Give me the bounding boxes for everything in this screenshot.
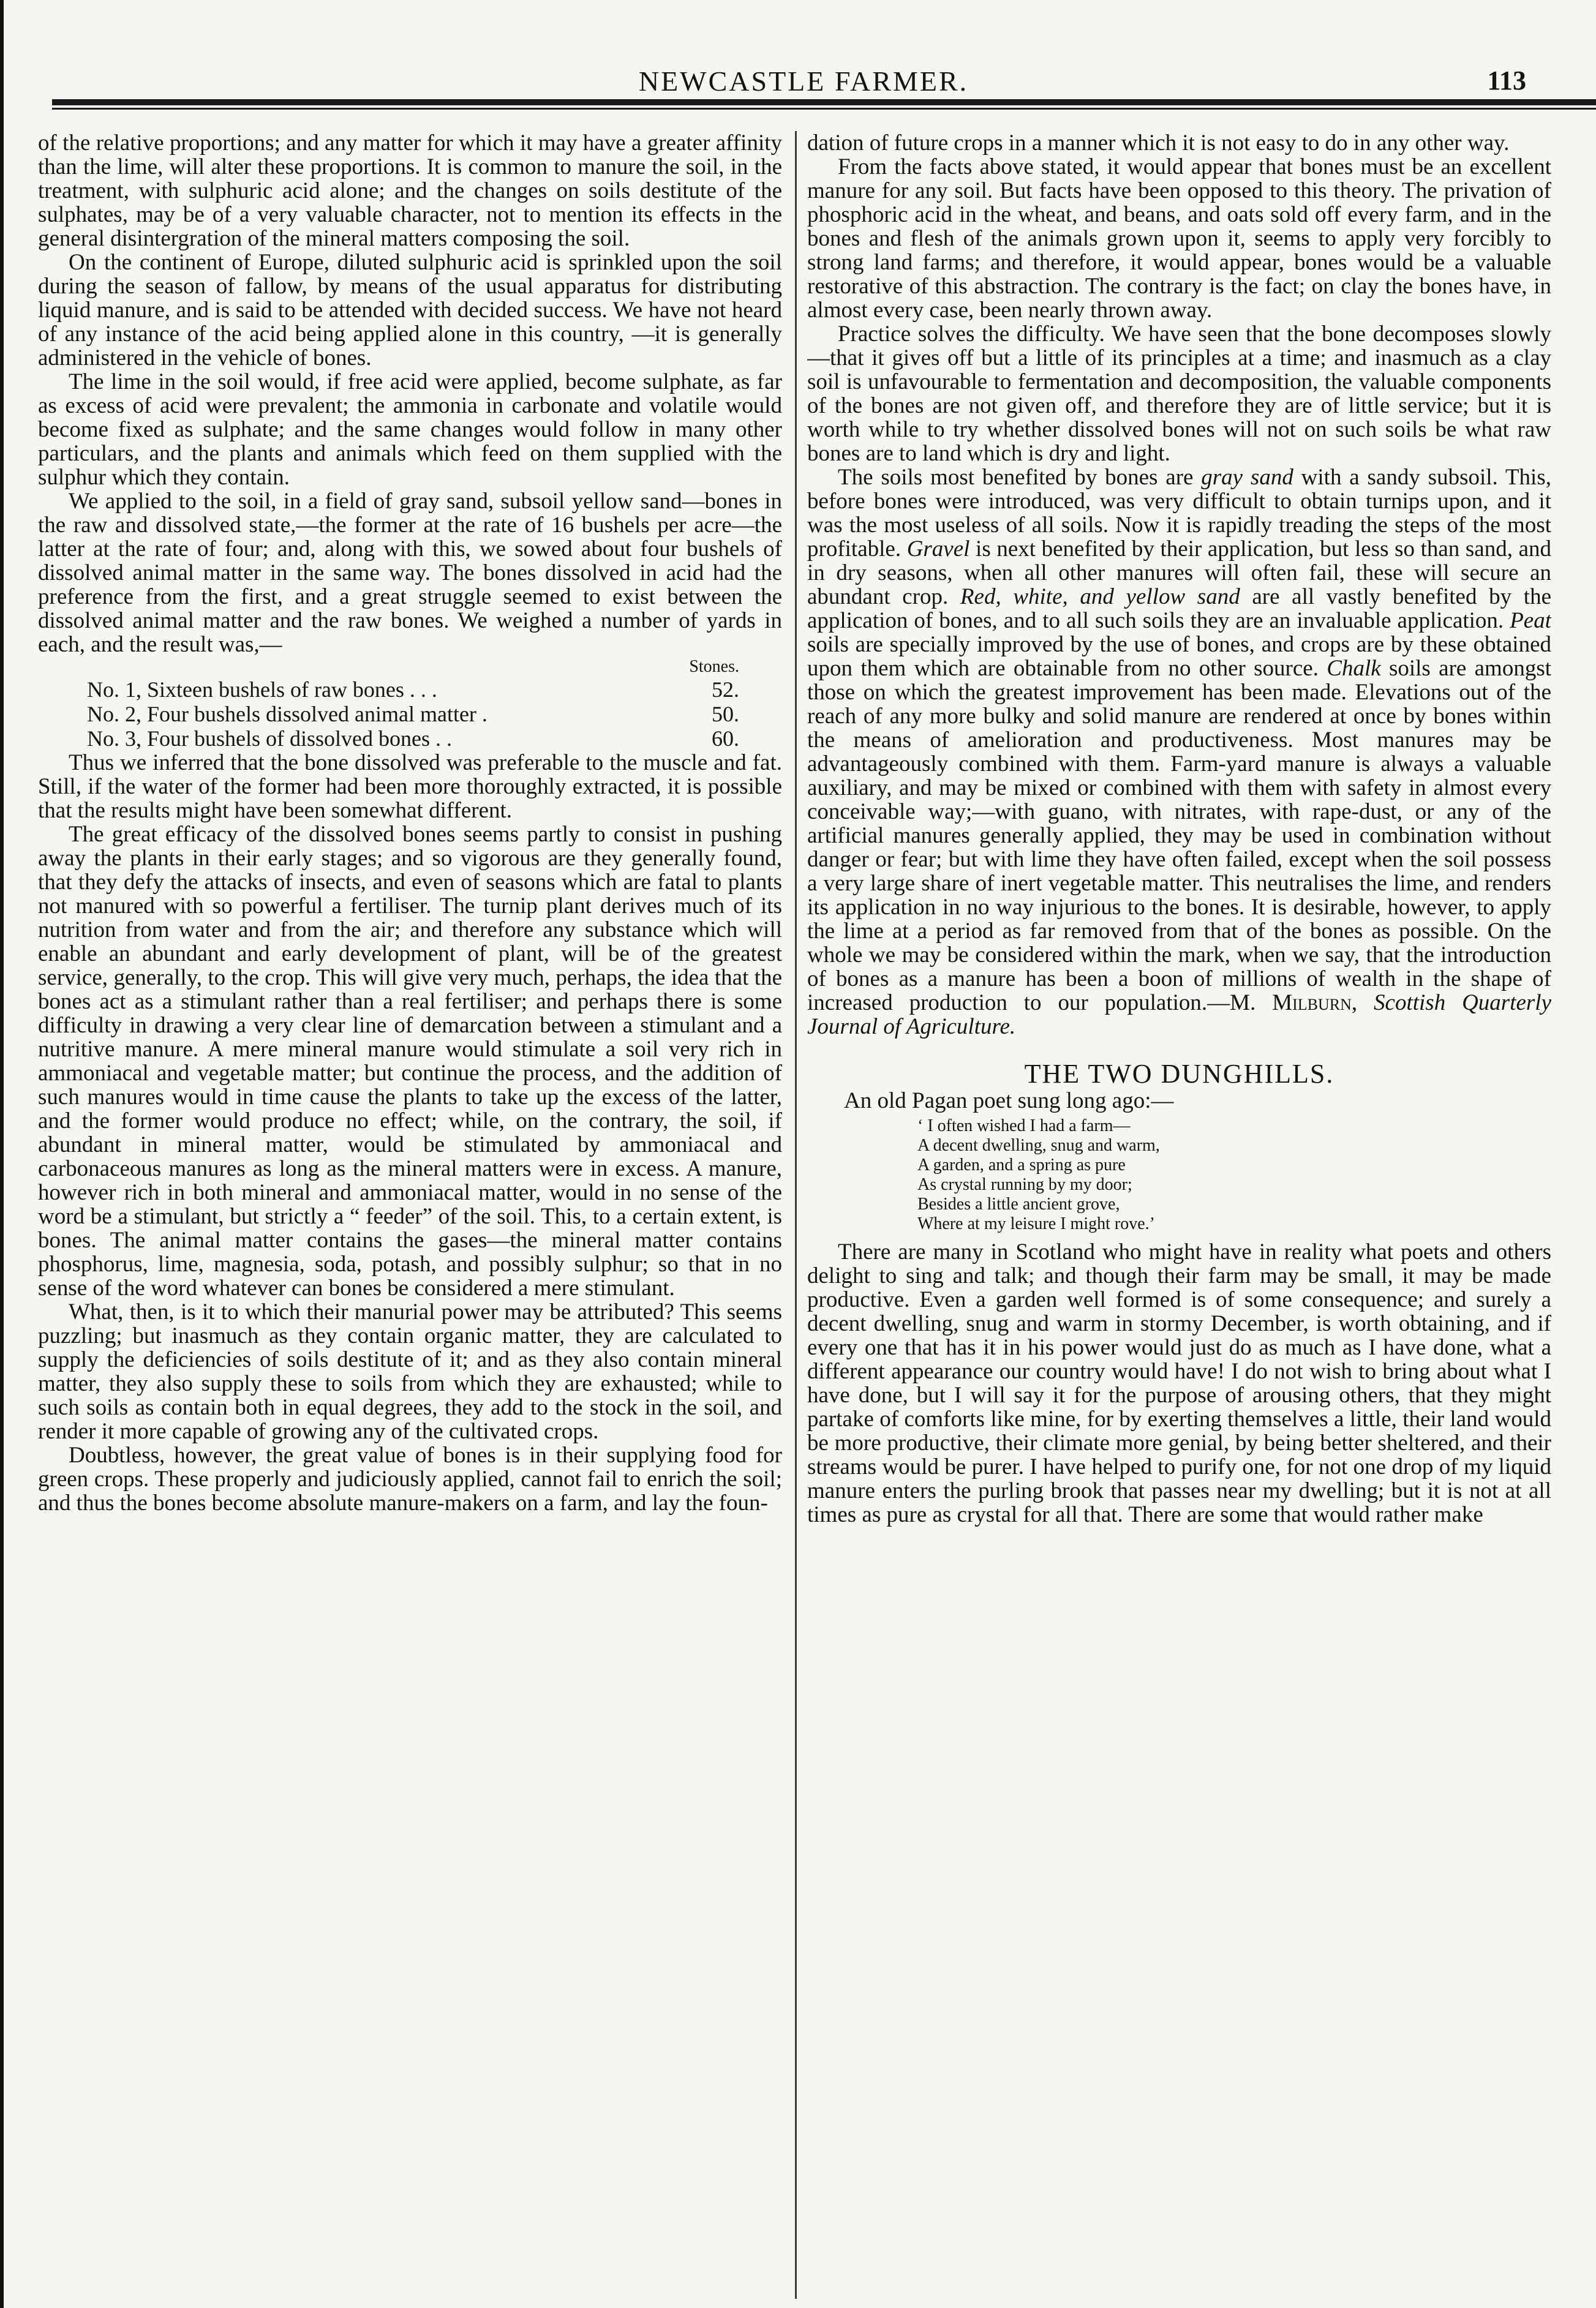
poem-line: Besides a little ancient grove,: [917, 1195, 1120, 1214]
paragraph: dation of future crops in a manner which it is not easy to do in any other way.: [807, 131, 1510, 156]
stones-row: [38, 726, 782, 751]
stones-row-value: 50.: [712, 702, 739, 726]
stones-row-label: No. 1, Sixteen bushels of raw bones . . .: [87, 677, 437, 702]
text-run: soils are amongst those on which the greatest improvement has been made. Elevations out of the reach of any more bulky and solid manure are rendered at once by bones within the means of amelioration and productiveness. Most manures may be advantageously combined with them. Farm-yard manure is always a valuable auxiliary, and may be mixed or combined with them with safety in almost every conceivable way;—with guano, with nitrates, with rape-dust, or any of the artificial manures generally applied, they may be used in combination without danger or fear; but with lime they have often failed, except when the soil possess a very large share of inert vegetable matter. This neutralises the lime, and renders its application in no way injurious to the bones. It is desirable, however, to apply the lime at a period as far removed from that of the bones as possible. On the whole we may be considered within the mark, when we say, that the introduction of bones as a manure has been a boon of millions of wealth in the shape of increased production to our population.—: [807, 656, 1551, 1015]
poem-line: As crystal running by my door;: [917, 1175, 1132, 1194]
header-rule-thick: [52, 99, 1596, 105]
header-rule-thin: [52, 108, 1596, 110]
paragraph: We applied to the soil, in a field of gray sand, subsoil yellow sand—bones in the raw and dissolved state,—the former at the rate of 16 bushels per acre—the latter at the rate of four; and, along with this, we sowed about four bushels of dissolved animal matter in the same way. The bones dissolved in acid had the preference from the first, and a great struggle seemed to exist between the dissolved animal matter and the raw bones. We weighed a number of yards in each, and the result was,—: [38, 489, 782, 657]
section-title: THE TWO DUNGHILLS.: [1024, 1059, 1334, 1089]
paragraph: [807, 465, 1551, 1039]
article-author: M. Milburn,: [1230, 990, 1358, 1015]
stones-row-label: No. 2, Four bushels dissolved animal matter .: [87, 702, 487, 726]
stones-header: Stones.: [689, 657, 739, 676]
right-column: [807, 131, 1551, 2299]
page-title: NEWCASTLE FARMER.: [638, 66, 969, 97]
text-run: with a sandy subsoil. This, before bones were introduced, was very difficult to obtain turnips upon, and it was the most useless of all soils. Now it is rapidly treading the steps of the most profitable.: [807, 465, 1551, 562]
stones-row: [38, 702, 782, 726]
text-run: soils are specially improved by the use of bones, and crops are by these obtained upon them which are obtainable from no other source.: [807, 632, 1551, 681]
italic-term: Peat: [1510, 608, 1551, 633]
stones-row: [38, 677, 782, 702]
poem-line: Where at my leisure I might rove.’: [917, 1214, 1155, 1233]
text-run: The soils most benefited by bones are: [838, 465, 1202, 490]
text-run: is next benefited by their application, but less so than sand, and in dry seasons, when all other manures will often fail, these will secure an abundant crop.: [807, 536, 1551, 609]
paragraph: There are many in Scotland who might have in reality what poets and others delight to sing and talk; and though their farm may be small, it may be made productive. Even a garden well formed is of some consequence; and surely a decent dwelling, snug and warm in stormy December, is worth obtaining, and if every one that has it in his power would just do as much as I have done, what a different appearance our country would have! I do not wish to bring about what I have done, but I will say it for the purpose of arousing others, that they might partake of comforts like mine, for by exerting themselves a little, their land would be more productive, their climate more genial, by being better sheltered, and their streams would be purer. I have helped to purify one, for not one drop of my liquid manure enters the purling brook that passes near my dwelling; but it is not at all times as pure as crystal for all that. There are some that would rather make: [807, 1239, 1551, 1527]
stones-row-value: 60.: [712, 726, 739, 751]
poem-line: A garden, and a spring as pure: [917, 1156, 1126, 1175]
italic-term: Red, white, and yellow sand: [960, 584, 1240, 609]
stones-row-label: No. 3, Four bushels of dissolved bones . .: [87, 726, 452, 751]
paragraph: Doubtless, however, the great value of bones is in their supplying food for green crops. These properly and judiciously applied, cannot fail to enrich the soil; and thus the bones become absolute manure-makers on a farm, and lay the foun-: [38, 1443, 782, 1516]
page-edge-bar: [0, 0, 4, 2308]
poem: [807, 1116, 1551, 1234]
italic-term: gray sand: [1201, 465, 1293, 490]
paragraph: From the facts above stated, it would appear that bones must be an excellent manure for any soil. But facts have been opposed to this theory. The privation of phosphoric acid in the wheat, and beans, and oats sold off every farm, and in the bones and flesh of the animals grown upon it, seems to apply very forcibly to strong land farms; and therefore, it would appear, bones would be a valuable restorative of this abstraction. The contrary is the fact; on clay the bones have, in almost every case, been nearly thrown away.: [807, 154, 1551, 323]
poem-intro: An old Pagan poet sung long ago:—: [844, 1088, 1174, 1113]
page-header: [38, 9, 1569, 100]
article-source: Scottish Quarterly Journal of Agriculture.: [807, 990, 1551, 1039]
paragraph: The great efficacy of the dissolved bones seems partly to consist in pushing away the plants in their early stages; and so vigorous are they generally found, that they defy the attacks of insects, and even of seasons which are fatal to plants not manured with so powerful a fertiliser. The turnip plant derives much of its nutrition from water and from the air; and therefore any substance which will enable an abundant and early development of plant, will be of the greatest service, generally, to the crop. This will give very much, perhaps, the idea that the bones act as a stimulant rather than a real fertiliser; and perhaps there is some difficulty in drawing a very clear line of demarcation between a stimulant and a nutritive manure. A mere mineral manure would stimulate a soil very rich in ammoniacal and vegetable matter; but continue the process, and the addition of such manures would in time cause the plants to take up the excess of the latter, and the former would produce no effect; while, on the contrary, the soil, if abundant in mineral matter, would be stimulated by ammoniacal and carbonaceous manures as long as the mineral matters were in excess. A manure, however rich in both mineral and ammoniacal matter, would in no sense of the word be a stimulant, but strictly a “ feeder” of the soil. This, to a certain extent, is bones. The animal matter contains the gases—the mineral matter contains phosphorus, lime, magnesia, soda, potash, and possibly sulphur; so that in no sense of the word whatever can bones be considered a mere stimulant.: [38, 822, 782, 1301]
left-column: [38, 131, 782, 2299]
italic-term: Chalk: [1327, 656, 1381, 681]
text-run: are all vastly benefited by the application of bones, and to all such soils they are an invaluable application.: [807, 584, 1551, 633]
paragraph: What, then, is it to which their manurial power may be attributed? This seems puzzling; but inasmuch as they contain organic matter, they are calculated to supply the deficiencies of soils destitute of it; and as they also contain mineral matter, they also supply these to soils from which they are exhausted; while to such soils as contain both in equal degrees, they add to the stock in the soil, and render it more capable of growing any of the cultivated crops.: [38, 1299, 782, 1444]
poem-line: A decent dwelling, snug and warm,: [917, 1136, 1160, 1155]
italic-term: Gravel: [906, 536, 970, 562]
paragraph: of the relative proportions; and any matter for which it may have a greater affinity than the lime, will alter these proportions. It is common to manure the soil, in the treatment, with sulphuric acid alone; and the changes on soils destitute of the sulphates, may be of a very valuable character, not to mention its effects in the general disintergration of the mineral matters composing the soil.: [38, 131, 782, 251]
stones-row-value: 52.: [712, 677, 739, 702]
paragraph: Thus we inferred that the bone dissolved was preferable to the muscle and fat. Still, if the water of the former had been more thoroughly extracted, it is possible that the results might have been somewhat different.: [38, 750, 782, 823]
paragraph: The lime in the soil would, if free acid were applied, become sulphate, as far as excess of acid were prevalent; the ammonia in carbonate and volatile would become fixed as sulphate; and the same changes would follow in many other particulars, and the plants and animals which feed on them supplied with the sulphur which they contain.: [38, 369, 782, 490]
poem-line: ‘ I often wished I had a farm—: [917, 1116, 1131, 1135]
paragraph: Practice solves the difficulty. We have seen that the bone decomposes slowly—that it gives off but a little of its principles at a time; and inasmuch as a clay soil is unfavourable to fermentation and decomposition, the valuable components of the bones are not given off, and therefore they are of little service; but it is worth while to try whether dissolved bones will not on such soils be what raw bones are to land which is dry and light.: [807, 321, 1551, 466]
column-divider: [795, 131, 797, 2299]
paragraph: On the continent of Europe, diluted sulphuric acid is sprinkled upon the soil during the season of fallow, by means of the usual apparatus for distributing liquid manure, and is said to be attended with decided success. We have not heard of any instance of the acid being applied alone in this country, —it is generally administered in the vehicle of bones.: [38, 250, 782, 370]
page-number: 113: [1487, 66, 1526, 96]
